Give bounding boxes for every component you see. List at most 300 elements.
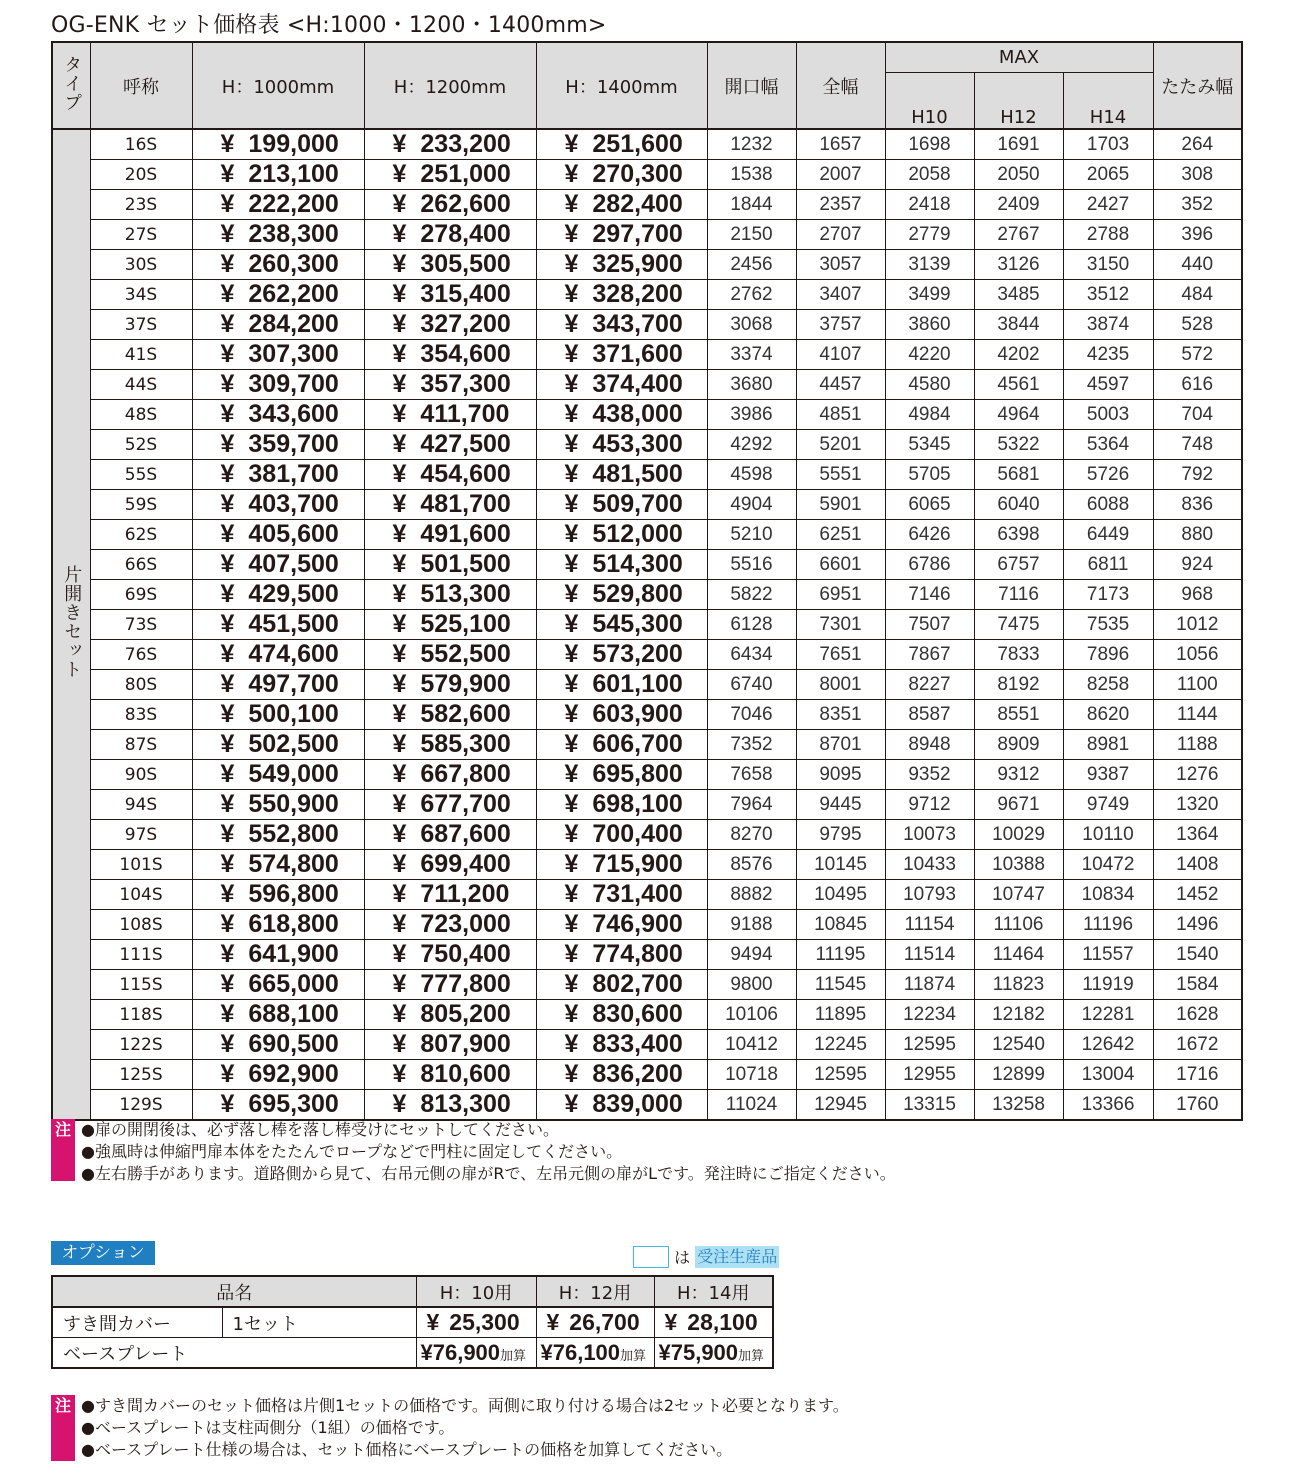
opening-width: 3986 [707, 400, 796, 430]
table-row [52, 520, 1242, 550]
price-value: 251,000 [420, 160, 511, 188]
yen-sign: ¥ [392, 970, 407, 998]
price-cell [364, 850, 536, 880]
price-value: 618,800 [248, 910, 339, 938]
max-h12: 11106 [974, 910, 1063, 940]
price-cell [364, 670, 536, 700]
yen-sign: ¥ [220, 190, 235, 218]
type-cell [52, 129, 90, 1120]
price-cell [364, 880, 536, 910]
opening-width: 4598 [707, 460, 796, 490]
yen-sign: ¥ [392, 910, 407, 938]
max-h14: 1703 [1063, 129, 1153, 160]
price-value: 309,700 [248, 370, 339, 398]
folded-width: 924 [1153, 550, 1242, 580]
total-width: 7651 [796, 640, 885, 670]
price-cell [364, 1090, 536, 1121]
max-h14: 5726 [1063, 460, 1153, 490]
yen-sign: ¥ [564, 1090, 579, 1118]
yen-sign: ¥ [392, 280, 407, 308]
max-h12: 12899 [974, 1060, 1063, 1090]
folded-width: 484 [1153, 280, 1242, 310]
price-cell [192, 880, 364, 910]
price-value: 603,900 [592, 700, 683, 728]
max-h10: 13315 [885, 1090, 974, 1121]
max-h12: 5681 [974, 460, 1063, 490]
price-cell [364, 940, 536, 970]
price-value: 573,200 [592, 640, 683, 668]
price-cell [364, 760, 536, 790]
opening-width: 7964 [707, 790, 796, 820]
price-cell [192, 670, 364, 700]
header-type: タイプ [52, 42, 90, 129]
max-h14: 13366 [1063, 1090, 1153, 1121]
max-h10: 10073 [885, 820, 974, 850]
yen-sign: ¥ [392, 370, 407, 398]
price-cell [192, 460, 364, 490]
price-value: 354,600 [420, 340, 511, 368]
price-cell [536, 250, 707, 280]
table-row [52, 820, 1242, 850]
model-name: 80S [90, 670, 192, 700]
total-width: 10495 [796, 880, 885, 910]
option-name: すき間カバー [52, 1307, 222, 1338]
table-row [52, 790, 1242, 820]
price-value: 715,900 [592, 850, 683, 878]
price-cell [364, 190, 536, 220]
price-cell [364, 160, 536, 190]
header-h14: H14 [1063, 72, 1153, 129]
price-value: 438,000 [592, 400, 683, 428]
folded-width: 968 [1153, 580, 1242, 610]
model-name: 94S [90, 790, 192, 820]
table-row [52, 970, 1242, 1000]
yen-sign: ¥ [564, 280, 579, 308]
folded-width: 572 [1153, 340, 1242, 370]
folded-width: 1496 [1153, 910, 1242, 940]
folded-width: 396 [1153, 220, 1242, 250]
model-name: 129S [90, 1090, 192, 1121]
price-cell [364, 730, 536, 760]
folded-width: 528 [1153, 310, 1242, 340]
price-cell [192, 520, 364, 550]
max-h12: 5322 [974, 430, 1063, 460]
price-value: 343,600 [248, 400, 339, 428]
options-label: オプション [51, 1241, 155, 1265]
total-width: 4457 [796, 370, 885, 400]
price-value: 549,000 [248, 760, 339, 788]
yen-sign: ¥ [220, 1060, 235, 1088]
max-h14: 8981 [1063, 730, 1153, 760]
opening-width: 4292 [707, 430, 796, 460]
price-value: 315,400 [420, 280, 511, 308]
yen-sign: ¥ [220, 460, 235, 488]
max-h12: 12540 [974, 1030, 1063, 1060]
yen-sign: ¥ [392, 520, 407, 548]
price-cell [364, 400, 536, 430]
max-h10: 12595 [885, 1030, 974, 1060]
table-row [52, 850, 1242, 880]
max-h12: 8192 [974, 670, 1063, 700]
model-name: 76S [90, 640, 192, 670]
price-cell [364, 580, 536, 610]
yen-sign: ¥ [392, 730, 407, 758]
price-cell [192, 580, 364, 610]
option-price [416, 1307, 536, 1338]
yen-sign: ¥ [220, 400, 235, 428]
price-value: 836,200 [592, 1060, 683, 1088]
model-name: 101S [90, 850, 192, 880]
yen-sign: ¥ [220, 430, 235, 458]
folded-width: 836 [1153, 490, 1242, 520]
folded-width: 1716 [1153, 1060, 1242, 1090]
opening-width: 10718 [707, 1060, 796, 1090]
note-line: ●扉の開閉後は、必ず落し棒を落し棒受けにセットしてください。 [81, 1120, 559, 1139]
table-row [52, 340, 1242, 370]
max-h14: 3874 [1063, 310, 1153, 340]
model-name: 104S [90, 880, 192, 910]
price-value: 403,700 [248, 490, 339, 518]
model-name: 87S [90, 730, 192, 760]
price-value: 692,900 [248, 1060, 339, 1088]
price-value: 698,100 [592, 790, 683, 818]
model-name: 111S [90, 940, 192, 970]
price-cell [192, 550, 364, 580]
table-row [52, 160, 1242, 190]
yen-sign: ¥ [220, 910, 235, 938]
price-value: 833,400 [592, 1030, 683, 1058]
price-cell [364, 370, 536, 400]
price-cell [364, 790, 536, 820]
opening-width: 4904 [707, 490, 796, 520]
price-cell [536, 820, 707, 850]
header-h1400: H：1400mm [536, 42, 707, 129]
yen-sign: ¥ [564, 910, 579, 938]
max-h14: 3150 [1063, 250, 1153, 280]
price-value: 552,800 [248, 820, 339, 848]
folded-width: 748 [1153, 430, 1242, 460]
max-h10: 6426 [885, 520, 974, 550]
table-row [52, 580, 1242, 610]
yen-sign: ¥ [564, 790, 579, 818]
price-cell [364, 490, 536, 520]
price-value: 802,700 [592, 970, 683, 998]
table-row [52, 460, 1242, 490]
price-value: 325,900 [592, 250, 683, 278]
yen-sign: ¥ [564, 370, 579, 398]
yen-sign: ¥ [564, 760, 579, 788]
max-h14: 2788 [1063, 220, 1153, 250]
max-h10: 4220 [885, 340, 974, 370]
opening-width: 3680 [707, 370, 796, 400]
price-cell [536, 790, 707, 820]
price-value: 641,900 [248, 940, 339, 968]
total-width: 4851 [796, 400, 885, 430]
price-value: 579,900 [420, 670, 511, 698]
price-cell [536, 520, 707, 550]
opening-width: 6434 [707, 640, 796, 670]
max-h12: 7116 [974, 580, 1063, 610]
header-folded: たたみ幅 [1153, 42, 1242, 129]
price-value: 278,400 [420, 220, 511, 248]
model-name: 122S [90, 1030, 192, 1060]
model-name: 44S [90, 370, 192, 400]
price-cell [364, 310, 536, 340]
price-value: 750,400 [420, 940, 511, 968]
opening-width: 10106 [707, 1000, 796, 1030]
price-value: 260,300 [248, 250, 339, 278]
option-row [52, 1338, 773, 1369]
model-name: 83S [90, 700, 192, 730]
price-value: 509,700 [592, 490, 683, 518]
option-price-value: 28,100 [687, 1309, 758, 1335]
max-h14: 2427 [1063, 190, 1153, 220]
max-h12: 9671 [974, 790, 1063, 820]
price-value: 233,200 [420, 130, 511, 158]
max-h10: 3499 [885, 280, 974, 310]
price-value: 270,300 [592, 160, 683, 188]
price-value: 695,800 [592, 760, 683, 788]
price-value: 451,500 [248, 610, 339, 638]
yen-sign: ¥ [220, 250, 235, 278]
header-name: 呼称 [90, 42, 192, 129]
note-mark: 注 [51, 1119, 75, 1181]
price-value: 222,200 [248, 190, 339, 218]
price-value: 343,700 [592, 310, 683, 338]
max-h14: 8620 [1063, 700, 1153, 730]
price-cell [536, 370, 707, 400]
price-cell [536, 1060, 707, 1090]
price-cell [192, 129, 364, 160]
total-width: 9795 [796, 820, 885, 850]
opening-width: 9494 [707, 940, 796, 970]
table-row [52, 610, 1242, 640]
price-value: 529,800 [592, 580, 683, 608]
yen-sign: ¥ [564, 970, 579, 998]
price-cell [192, 790, 364, 820]
folded-width: 1012 [1153, 610, 1242, 640]
price-value: 262,200 [248, 280, 339, 308]
model-name: 59S [90, 490, 192, 520]
price-cell [192, 370, 364, 400]
price-value: 688,100 [248, 1000, 339, 1028]
price-value: 500,100 [248, 700, 339, 728]
table-row [52, 370, 1242, 400]
total-width: 6951 [796, 580, 885, 610]
yen-sign: ¥ [564, 340, 579, 368]
table-row [52, 1090, 1242, 1121]
max-h12: 1691 [974, 129, 1063, 160]
max-h14: 11557 [1063, 940, 1153, 970]
price-value: 453,300 [592, 430, 683, 458]
total-width: 5901 [796, 490, 885, 520]
model-name: 125S [90, 1060, 192, 1090]
price-value: 585,300 [420, 730, 511, 758]
yen-sign: ¥ [564, 400, 579, 428]
price-value: 307,300 [248, 340, 339, 368]
price-cell [192, 490, 364, 520]
max-h10: 10433 [885, 850, 974, 880]
table-row [52, 640, 1242, 670]
max-h10: 12234 [885, 1000, 974, 1030]
price-value: 700,400 [592, 820, 683, 848]
max-h14: 5003 [1063, 400, 1153, 430]
price-value: 677,700 [420, 790, 511, 818]
yen-sign: ¥ [220, 220, 235, 248]
table-row [52, 129, 1242, 160]
opening-width: 7046 [707, 700, 796, 730]
price-cell [536, 730, 707, 760]
option-price [654, 1338, 773, 1369]
yen-sign: ¥ [564, 1000, 579, 1028]
price-cell [192, 730, 364, 760]
options-table [51, 1275, 774, 1369]
yen-sign: ¥ [220, 850, 235, 878]
model-name: 118S [90, 1000, 192, 1030]
total-width: 11895 [796, 1000, 885, 1030]
yen-sign: ¥ [220, 880, 235, 908]
price-cell [364, 280, 536, 310]
folded-width: 1628 [1153, 1000, 1242, 1030]
price-cell [364, 250, 536, 280]
max-h10: 2418 [885, 190, 974, 220]
opening-width: 2456 [707, 250, 796, 280]
opt-header-h12: H：12用 [536, 1276, 654, 1307]
price-cell [536, 1090, 707, 1121]
max-h10: 7867 [885, 640, 974, 670]
total-width: 9095 [796, 760, 885, 790]
opening-width: 1844 [707, 190, 796, 220]
model-name: 55S [90, 460, 192, 490]
yen-sign: ¥ [564, 520, 579, 548]
yen-sign: ¥ [426, 1309, 440, 1335]
max-h12: 4202 [974, 340, 1063, 370]
price-value: 690,500 [248, 1030, 339, 1058]
table-row [52, 880, 1242, 910]
yen-sign: ¥ [564, 820, 579, 848]
yen-sign: ¥ [220, 580, 235, 608]
model-name: 34S [90, 280, 192, 310]
note-line: ●ベースプレート仕様の場合は、セット価格にベースプレートの価格を加算してください。 [81, 1440, 733, 1459]
table-row [52, 550, 1242, 580]
yen-sign: ¥ [392, 640, 407, 668]
price-cell [364, 610, 536, 640]
total-width: 2007 [796, 160, 885, 190]
total-width: 10145 [796, 850, 885, 880]
price-value: 695,300 [248, 1090, 339, 1118]
folded-width: 1056 [1153, 640, 1242, 670]
option-price-suffix: 加算 [620, 1347, 647, 1363]
table-row [52, 760, 1242, 790]
price-cell [364, 129, 536, 160]
yen-sign: ¥ [564, 130, 579, 158]
price-cell [364, 640, 536, 670]
price-cell [192, 640, 364, 670]
yen-sign: ¥ [392, 880, 407, 908]
note-mark: 注 [51, 1395, 75, 1461]
option-price [536, 1307, 654, 1338]
max-h14: 7173 [1063, 580, 1153, 610]
yen-sign: ¥ [564, 610, 579, 638]
max-h14: 3512 [1063, 280, 1153, 310]
model-name: 48S [90, 400, 192, 430]
max-h12: 11464 [974, 940, 1063, 970]
folded-width: 792 [1153, 460, 1242, 490]
price-value: 359,700 [248, 430, 339, 458]
price-value: 723,000 [420, 910, 511, 938]
price-cell [192, 820, 364, 850]
price-value: 545,300 [592, 610, 683, 638]
table-row [52, 1030, 1242, 1060]
folded-width: 1452 [1153, 880, 1242, 910]
max-h12: 8551 [974, 700, 1063, 730]
opening-width: 7658 [707, 760, 796, 790]
max-h14: 12281 [1063, 1000, 1153, 1030]
max-h14: 7535 [1063, 610, 1153, 640]
max-h14: 6449 [1063, 520, 1153, 550]
yen-sign: ¥ [392, 760, 407, 788]
price-cell [364, 1000, 536, 1030]
model-name: 52S [90, 430, 192, 460]
model-name: 97S [90, 820, 192, 850]
price-value: 238,300 [248, 220, 339, 248]
max-h10: 8948 [885, 730, 974, 760]
opening-width: 3374 [707, 340, 796, 370]
price-value: 502,500 [248, 730, 339, 758]
max-h10: 5705 [885, 460, 974, 490]
yen-sign: ¥ [220, 670, 235, 698]
note-line: ●左右勝手があります。道路側から見て、右吊元側の扉がRで、左吊元側の扉がLです。発注時にご指定ください。 [81, 1164, 896, 1183]
yen-sign: ¥ [392, 1060, 407, 1088]
yen-sign: ¥ [220, 310, 235, 338]
opening-width: 9800 [707, 970, 796, 1000]
table-row [52, 280, 1242, 310]
price-value: 357,300 [420, 370, 511, 398]
max-h12: 2050 [974, 160, 1063, 190]
price-table [51, 41, 1243, 1121]
price-cell [364, 820, 536, 850]
yen-sign: ¥ [220, 760, 235, 788]
table-row [52, 670, 1242, 700]
max-h10: 7507 [885, 610, 974, 640]
price-cell [364, 700, 536, 730]
folded-width: 1188 [1153, 730, 1242, 760]
total-width: 12595 [796, 1060, 885, 1090]
price-value: 514,300 [592, 550, 683, 578]
folded-width: 1672 [1153, 1030, 1242, 1060]
legend-tag: 受注生産品 [697, 1246, 778, 1266]
price-value: 596,800 [248, 880, 339, 908]
price-cell [536, 670, 707, 700]
max-h10: 10793 [885, 880, 974, 910]
price-value: 262,600 [420, 190, 511, 218]
price-cell [364, 520, 536, 550]
opt-header-name: 品名 [52, 1276, 416, 1307]
model-name: 69S [90, 580, 192, 610]
opening-width: 6740 [707, 670, 796, 700]
option-price-value: 26,700 [569, 1309, 640, 1335]
model-name: 41S [90, 340, 192, 370]
total-width: 3057 [796, 250, 885, 280]
max-h10: 5345 [885, 430, 974, 460]
price-cell [192, 340, 364, 370]
price-cell [192, 1030, 364, 1060]
price-value: 282,400 [592, 190, 683, 218]
total-width: 6251 [796, 520, 885, 550]
yen-sign: ¥ [564, 640, 579, 668]
max-h12: 6757 [974, 550, 1063, 580]
max-h12: 10747 [974, 880, 1063, 910]
